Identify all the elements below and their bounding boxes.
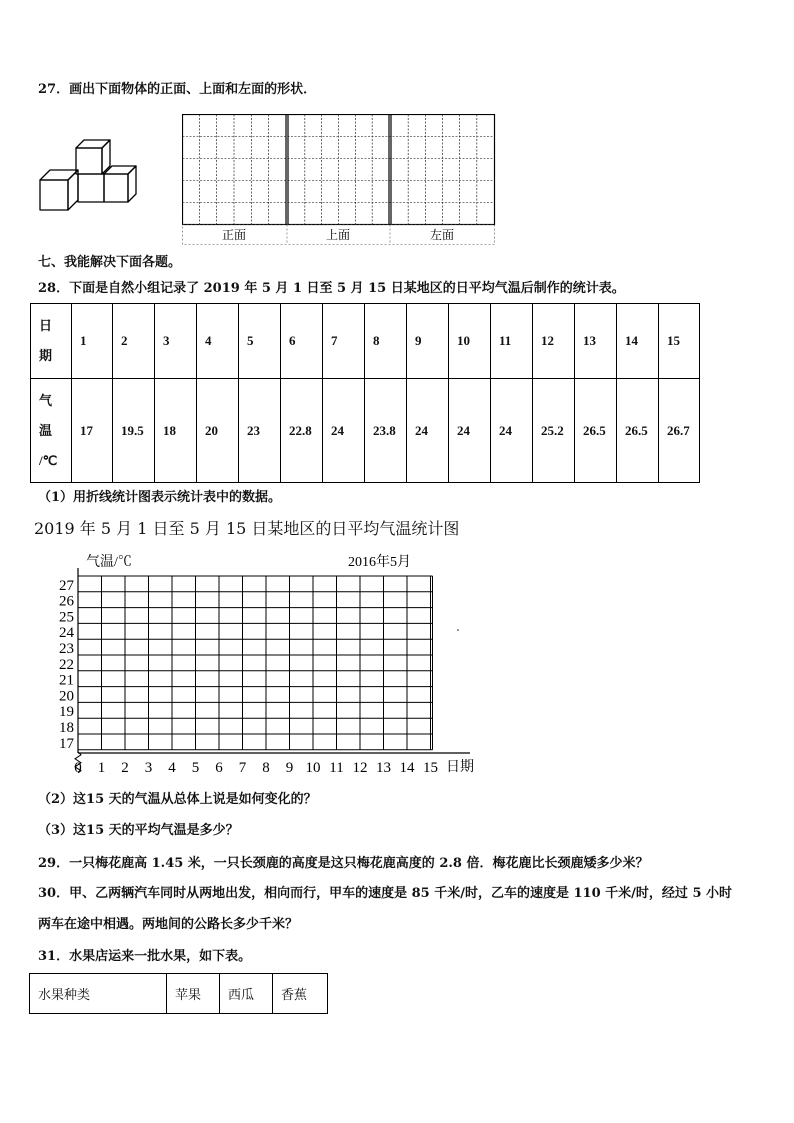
day-cell: 13 (575, 304, 617, 379)
x-tick-label: 14 (399, 760, 415, 776)
day-cell: 6 (281, 304, 323, 379)
stray-dot (457, 629, 459, 631)
temp-cell: 26.7 (659, 379, 700, 483)
q29-text: 29．一只梅花鹿高 1.45 米，一只长颈鹿的高度是这只梅花鹿高度的 2.8 倍．梅花鹿比长颈鹿矮多少米？ (38, 856, 649, 871)
temp-cell: 23 (239, 379, 281, 483)
section-heading: 七、我能解决下面各题。 (38, 255, 182, 270)
grid-label-top: 上面 (325, 228, 351, 242)
x-tick-label: 11 (329, 760, 344, 776)
temp-cell: 20 (197, 379, 239, 483)
q28-sub3: （3）这15 天的平均气温是多少？ (38, 823, 239, 838)
temp-cell: 19.5 (113, 379, 155, 483)
temp-cell: 24 (491, 379, 533, 483)
date-header: 日 期 (31, 304, 72, 379)
fruit-table (29, 973, 328, 1014)
fruit-banana: 香蕉 (273, 974, 328, 1014)
q28-sub2: （2）这15 天的气温从总体上说是如何变化的？ (38, 792, 317, 807)
day-cell: 12 (533, 304, 575, 379)
chart-xlabel: 日期 (446, 760, 474, 775)
y-tick-label: 23 (59, 641, 74, 657)
x-tick-label: 5 (191, 760, 200, 776)
day-cell: 4 (197, 304, 239, 379)
x-tick-label: 9 (285, 760, 294, 776)
temp-cell: 26.5 (617, 379, 659, 483)
x-tick-label: 1 (97, 760, 106, 776)
q30-line2: 两车在途中相遇。两地间的公路长多少千米？ (38, 917, 299, 932)
temp-cell: 22.8 (281, 379, 323, 483)
day-cell: 9 (407, 304, 449, 379)
day-cell: 8 (365, 304, 407, 379)
fruit-header: 水果种类 (30, 974, 167, 1014)
y-tick-label: 24 (59, 625, 74, 642)
day-cell: 14 (617, 304, 659, 379)
x-tick-label: 7 (238, 760, 247, 776)
grid-label-front: 正面 (221, 228, 247, 242)
temp-cell: 25.2 (533, 379, 575, 483)
q30-line1: 30．甲、乙两辆汽车同时从两地出发，相向而行，甲车的速度是 85 千米/时，乙车的速度是 110 千米/时，经过 5 小时 (38, 886, 733, 901)
temp-header: 气 温 /℃ (31, 379, 72, 483)
chart-title: 2019 年 5 月 1 日至 5 月 15 日某地区的日平均气温统计图 (34, 519, 460, 538)
day-cell: 7 (323, 304, 365, 379)
y-tick-label: 26 (59, 593, 74, 610)
y-tick-label: 22 (59, 656, 74, 673)
x-tick-label: 13 (376, 760, 391, 776)
q27-text: 27．画出下面物体的正面、上面和左面的形状． (38, 82, 317, 97)
y-tick-label: 25 (59, 609, 74, 626)
temp-cell: 24 (449, 379, 491, 483)
x-tick-label: 10 (305, 760, 321, 776)
stacked-cubes-figure (36, 136, 140, 216)
x-tick-label: 12 (352, 760, 368, 776)
day-cell: 1 (72, 304, 113, 379)
y-tick-label: 21 (59, 672, 74, 689)
day-cell: 10 (449, 304, 491, 379)
temp-cell: 18 (155, 379, 197, 483)
x-tick-label: 15 (423, 760, 438, 776)
temp-cell: 23.8 (365, 379, 407, 483)
view-grids (182, 114, 498, 246)
x-tick-label: 2 (121, 760, 129, 776)
day-cell: 11 (491, 304, 533, 379)
x-tick-label: 4 (168, 760, 176, 776)
chart-ylabel: 气温/℃ (86, 555, 132, 570)
y-tick-label: 17 (59, 735, 74, 752)
day-cell: 5 (239, 304, 281, 379)
temp-cell: 17 (72, 379, 113, 483)
x-tick-label: 3 (144, 760, 153, 776)
fruit-apple: 苹果 (167, 974, 220, 1014)
day-cell: 2 (113, 304, 155, 379)
y-tick-label: 20 (59, 688, 74, 705)
y-tick-label: 18 (59, 720, 74, 736)
temperature-table (30, 303, 700, 483)
fruit-watermelon: 西瓜 (220, 974, 273, 1014)
x-tick-label: 6 (215, 760, 223, 776)
temp-cell: 24 (323, 379, 365, 483)
q28-text: 28．下面是自然小组记录了 2019 年 5 月 1 日至 5 月 15 日某地区的日平均气温后制作的统计表。 (38, 281, 625, 296)
day-cell: 3 (155, 304, 197, 379)
x-tick-label: 8 (262, 760, 270, 776)
q31-text: 31．水果店运来一批水果，如下表。 (38, 949, 252, 964)
q28-sub1: （1）用折线统计图表示统计表中的数据。 (38, 490, 282, 505)
chart-annotation: 2016年5月 (348, 555, 411, 570)
day-cell: 15 (659, 304, 700, 379)
x-tick-label: 0 (74, 760, 82, 776)
y-tick-label: 19 (59, 704, 74, 721)
temp-cell: 26.5 (575, 379, 617, 483)
temp-cell: 24 (407, 379, 449, 483)
y-tick-label: 27 (59, 577, 74, 594)
temperature-line-chart (30, 548, 480, 780)
grid-label-left: 左面 (429, 228, 455, 242)
